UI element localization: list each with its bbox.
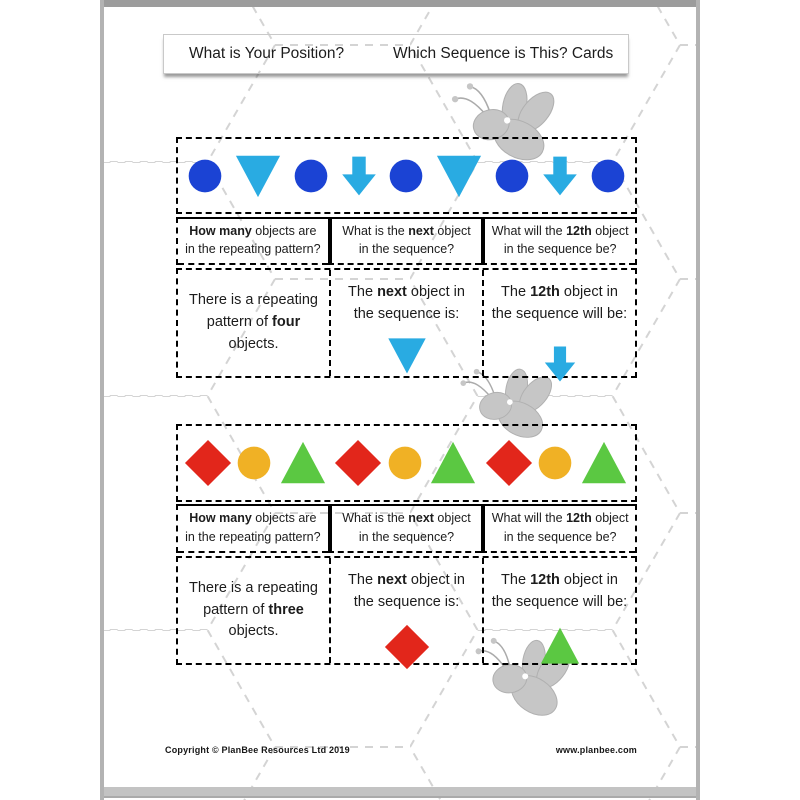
answer-shape [385,336,429,375]
answer-text: The next object in the sequence is: [348,572,465,610]
dark_blue-circle-shape [188,159,222,193]
question-text: What is the next object in the sequence? [342,511,471,544]
website-url: www.planbee.com [555,745,637,755]
answer-card-pattern-size [178,558,329,663]
green-triangle-up-shape [537,626,583,666]
red-diamond-shape [334,439,382,487]
question-row-2 [176,504,637,553]
green-triangle-up-shape [277,440,329,486]
page-left-edge [100,0,104,800]
question-text: What will the 12th object in the sequence be? [491,223,629,256]
question-text: What will the 12th object in the sequence be? [491,511,629,544]
question-card-next-object [328,506,482,553]
dark_blue-circle-shape [389,159,423,193]
answer-card-12th-object [482,558,635,663]
sequence-strip-1 [176,137,637,214]
answer-card-next-object [329,558,482,663]
light_blue-arrow-down-shape [539,150,581,202]
green-triangle-up-shape [578,440,630,486]
answer-text: There is a repeating pattern of three objects. [189,579,318,640]
answer-text: There is a repeating pattern of four objects. [189,292,318,352]
question-card-12th-object [481,219,635,265]
dark_blue-circle-shape [591,159,625,193]
question-text: How many objects are in the repeating pattern? [185,223,321,256]
yellow-circle-shape [538,446,572,480]
answer-text: The next object in the sequence is: [348,284,465,322]
answer-card-12th-object [482,270,635,376]
dark_blue-circle-shape [495,159,529,193]
answer-shape [537,626,583,666]
question-text: What is the next object in the sequence? [342,223,471,256]
answer-card-next-object [329,270,482,376]
answer-shape [541,340,579,388]
light_blue-arrow-down-shape [338,150,380,202]
worksheet-page [100,0,700,800]
page-bottom-edge [100,787,700,798]
page-title-left: What is Your Position? [189,45,345,62]
yellow-circle-shape [388,446,422,480]
page-right-edge [696,0,700,800]
question-row-1 [176,217,637,265]
light_blue-triangle-down-shape [433,153,485,199]
sequence-strip-2 [176,424,637,502]
page-top-edge [100,0,700,7]
red-diamond-shape [184,439,232,487]
copyright-notice: Copyright © PlanBee Resources Ltd 2019 [165,745,350,755]
light_blue-triangle-down-shape [385,336,429,375]
yellow-circle-shape [237,446,271,480]
question-card-how-many [178,219,328,265]
light_blue-triangle-down-shape [232,153,284,199]
question-text: How many objects are in the repeating pattern? [185,511,321,544]
page-title-right: Which Sequence is This? Cards [393,45,614,62]
question-card-next-object [328,219,482,265]
red-diamond-shape [384,624,430,670]
answer-text: The 12th object in the sequence will be: [491,284,628,322]
dark_blue-circle-shape [294,159,328,193]
answer-card-pattern-size [178,270,329,376]
answer-row-2 [176,556,637,665]
honeycomb-pattern-background [100,0,700,800]
question-card-12th-object [481,506,635,553]
title-bar [163,34,629,74]
light_blue-arrow-down-shape [541,340,579,388]
red-diamond-shape [485,439,533,487]
answer-shape [384,624,430,670]
green-triangle-up-shape [427,440,479,486]
question-card-how-many [178,506,328,553]
answer-row-1 [176,268,637,378]
answer-text: The 12th object in the sequence will be: [491,572,628,610]
